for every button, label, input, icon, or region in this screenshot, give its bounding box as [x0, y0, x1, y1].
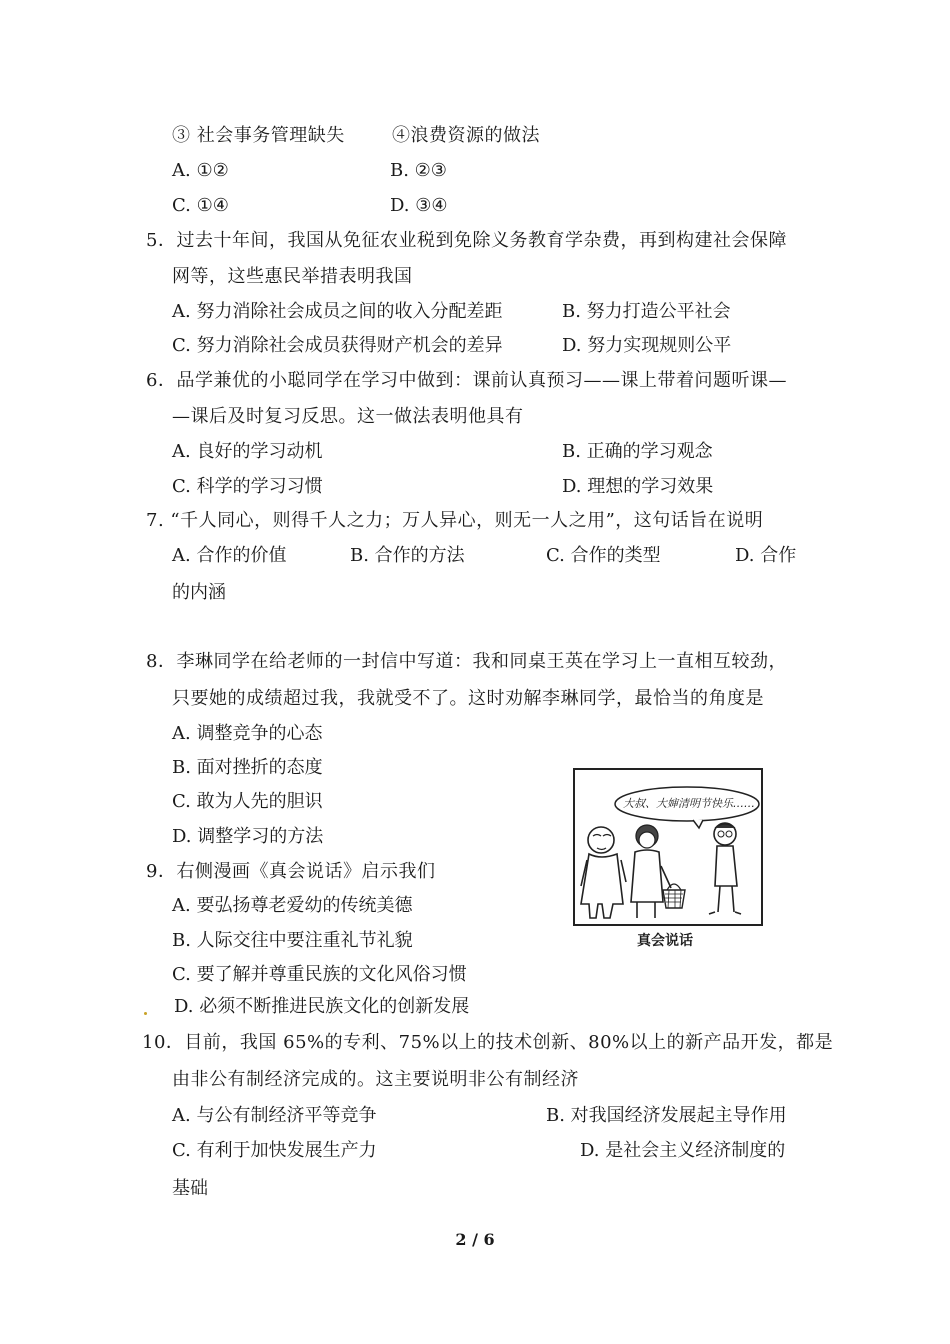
cartoon-image: [573, 768, 763, 926]
q10-option-b: B. 对我国经济发展起主导作用: [546, 1105, 787, 1126]
q5-option-a: A. 努力消除社会成员之间的收入分配差距: [172, 301, 503, 322]
q4-item-4: ④浪费资源的做法: [392, 125, 540, 146]
q8-option-d: D. 调整学习的方法: [172, 826, 324, 847]
q5-stem-line-1: 5．过去十年间，我国从免征农业税到免除义务教育学杂费，再到构建社会保障: [146, 230, 787, 251]
q8-option-a: A. 调整竞争的心态: [172, 723, 323, 744]
q5-stem-line-2: 网等，这些惠民举措表明我国: [172, 266, 413, 287]
q10-stem-line-2: 由非公有制经济完成的。这主要说明非公有制经济: [172, 1069, 579, 1090]
q4-option-d: D. ③④: [390, 195, 448, 216]
q5-option-c: C. 努力消除社会成员获得财产机会的差异: [172, 335, 503, 356]
q8-option-b: B. 面对挫折的态度: [172, 757, 323, 778]
q4-item-3: ③ 社会事务管理缺失: [172, 125, 345, 146]
q9-option-d: D. 必须不断推进民族文化的创新发展: [174, 996, 470, 1017]
q7-option-a: A. 合作的价值: [172, 545, 287, 566]
q10-option-c: C. 有利于加快发展生产力: [172, 1140, 377, 1161]
q6-option-a: A. 良好的学习动机: [172, 441, 323, 462]
q4-option-c: C. ①④: [172, 195, 229, 216]
q6-stem-line-1: 6．品学兼优的小聪同学在学习中做到：课前认真预习——课上带着问题听课—: [146, 370, 787, 391]
q7-stem-line-1: 7. “千人同心，则得千人之力；万人异心，则无一人之用”，这句话旨在说明: [146, 510, 764, 531]
q8-stem-line-2: 只要她的成绩超过我，我就受不了。这时劝解李琳同学，最恰当的角度是: [172, 688, 764, 709]
q10-option-d-continued: 基础: [172, 1178, 208, 1199]
q10-stem-line-1: 10．目前，我国 65%的专利、75%以上的技术创新、80%以上的新产品开发，都是: [142, 1032, 834, 1053]
q9-stem-line-1: 9．右侧漫画《真会说话》启示我们: [146, 861, 436, 882]
q10-option-d: D. 是社会主义经济制度的: [580, 1140, 786, 1161]
q9-option-b: B. 人际交往中要注重礼节礼貌: [172, 930, 413, 951]
stray-mark: [144, 1012, 147, 1015]
q7-option-d: D. 合作: [735, 545, 797, 566]
q9-option-a: A. 要弘扬尊老爱幼的传统美德: [172, 895, 413, 916]
q6-option-b: B. 正确的学习观念: [562, 441, 713, 462]
q4-option-a: A. ①②: [172, 160, 229, 181]
cartoon-drawing: [575, 770, 761, 924]
q7-option-b: B. 合作的方法: [350, 545, 465, 566]
q9-option-c: C. 要了解并尊重民族的文化风俗习惯: [172, 964, 467, 985]
q7-option-d-continued: 的内涵: [172, 582, 226, 603]
q8-stem-line-1: 8．李琳同学在给老师的一封信中写道：我和同桌王英在学习上一直相互较劲，: [146, 651, 787, 672]
q6-option-c: C. 科学的学习习惯: [172, 476, 323, 497]
q10-option-a: A. 与公有制经济平等竞争: [172, 1105, 377, 1126]
q4-option-b: B. ②③: [390, 160, 447, 181]
cartoon-caption: 真会说话: [637, 933, 693, 949]
page-number: 2 / 6: [455, 1230, 495, 1249]
q5-option-b: B. 努力打造公平社会: [562, 301, 731, 322]
q6-stem-line-2: —课后及时复习反思。这一做法表明他具有: [172, 406, 524, 427]
cartoon-speech-text: 大叔、大婶清明节快乐……: [623, 797, 755, 810]
q6-option-d: D. 理想的学习效果: [562, 476, 714, 497]
q8-option-c: C. 敢为人先的胆识: [172, 791, 323, 812]
q7-option-c: C. 合作的类型: [546, 545, 661, 566]
q5-option-d: D. 努力实现规则公平: [562, 335, 732, 356]
